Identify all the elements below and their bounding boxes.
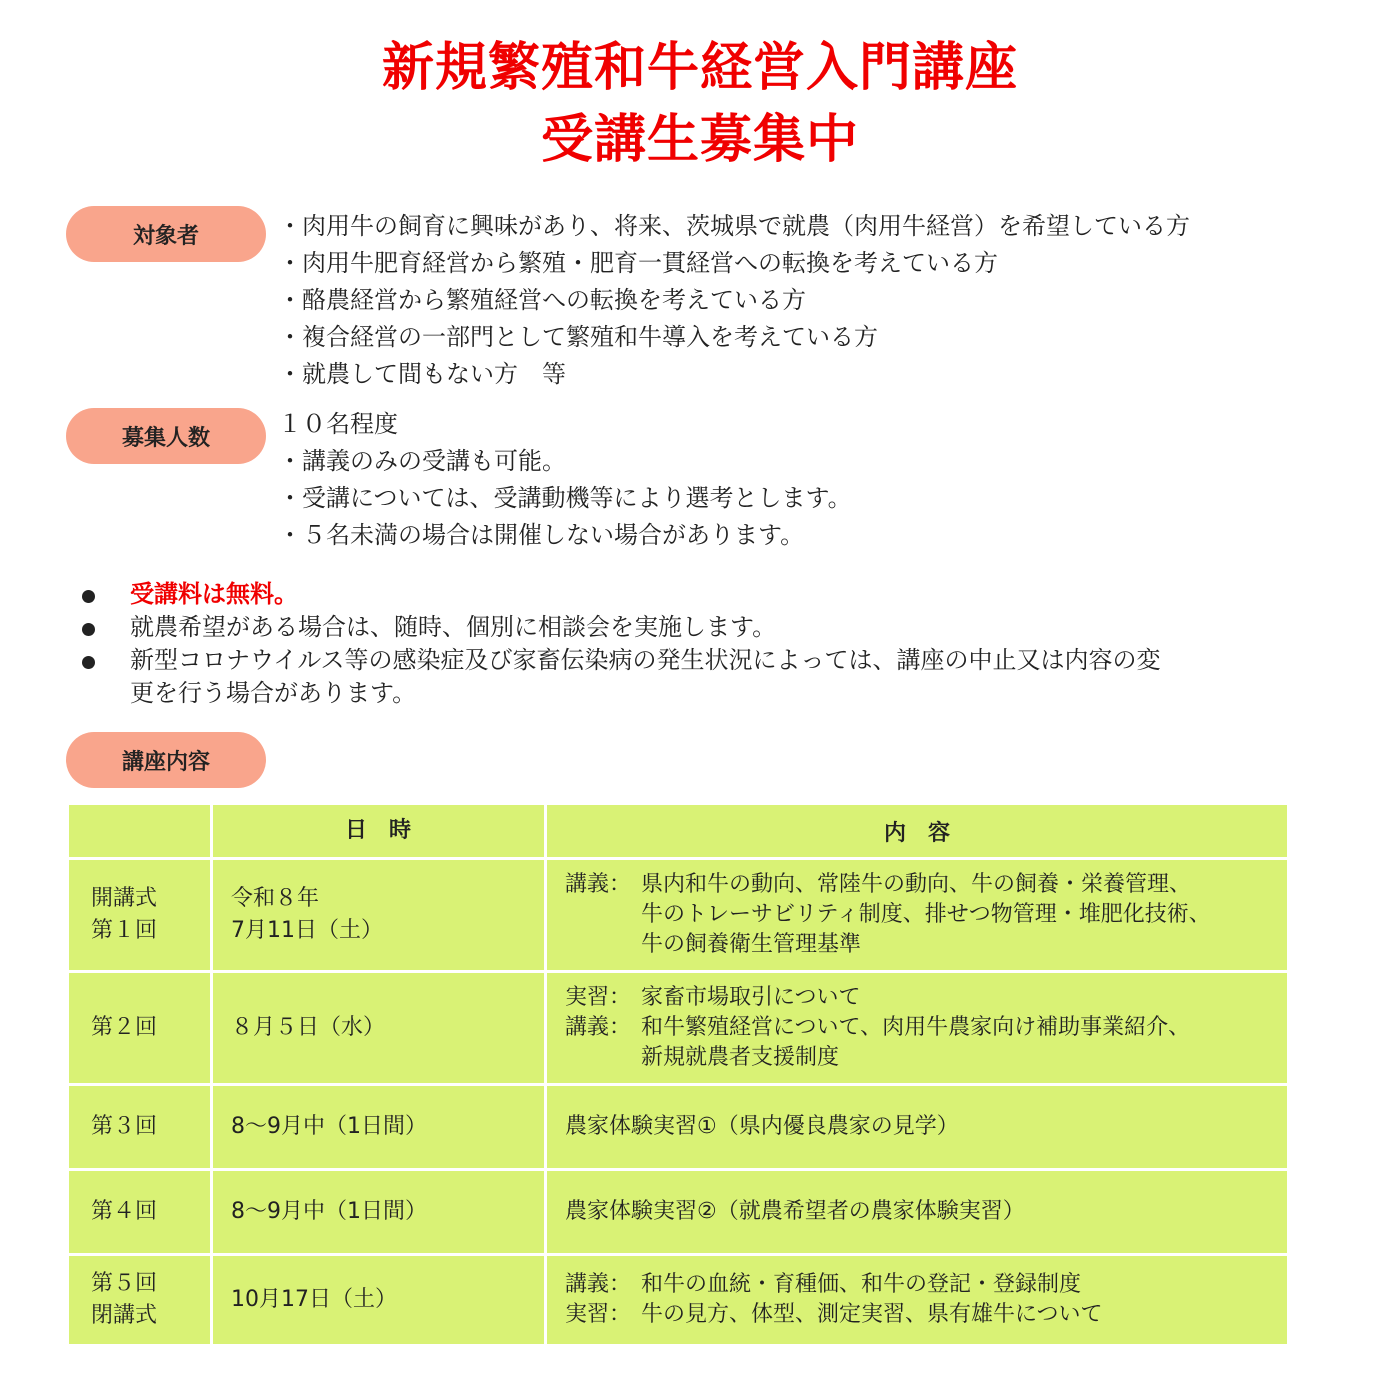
round-label: 閉講式	[91, 1303, 158, 1328]
bullet-icon	[82, 623, 95, 636]
content-cell	[547, 860, 1287, 970]
course-label: 講座内容	[66, 732, 266, 788]
consult-text: 就農希望がある場合は、随時、個別に相談会を実施します。	[130, 613, 777, 641]
note-item-covid	[80, 644, 1360, 710]
page-title: 新規繁殖和牛経営入門講座	[381, 38, 1018, 98]
content-type-label: 講義：	[565, 872, 632, 897]
content-text: 牛の見方、体型、測定実習、県有雄牛について	[641, 1302, 1103, 1327]
target-item: ・肉用牛の飼育に興味があり、将来、茨城県で就農（肉用牛経営）を希望している方	[278, 212, 1190, 240]
table-row	[69, 1171, 1287, 1253]
fee-text: 受講料は無料。	[130, 580, 298, 608]
round-cell: 第３回	[69, 1086, 210, 1168]
target-item: ・酪農経営から繁殖経営への転換を考えている方	[278, 286, 806, 314]
capacity-item: ・受講については、受講動機等により選考とします。	[278, 484, 852, 512]
content-cell	[547, 1256, 1287, 1344]
table-row	[69, 973, 1287, 1083]
content-cell	[547, 973, 1287, 1083]
date-cell	[213, 860, 544, 970]
content-type-label: 講義：	[565, 1272, 632, 1297]
content-text: 家畜市場取引について	[641, 985, 861, 1010]
target-list	[278, 208, 1190, 393]
notes-list	[80, 578, 1360, 710]
note-item-consult	[80, 611, 1360, 644]
content-cell: 農家体験実習①（県内優良農家の見学）	[547, 1086, 1287, 1168]
header-date: 日 時	[213, 805, 544, 857]
table-row	[69, 1086, 1287, 1168]
date-cell: 8～9月中（1日間）	[213, 1086, 544, 1168]
content-type-label: 実習：	[565, 1302, 632, 1327]
table-header-row	[69, 805, 1287, 857]
bullet-icon	[82, 656, 95, 669]
date-cell: 10月17日（土）	[213, 1256, 544, 1344]
round-label: 第１回	[91, 918, 158, 943]
target-item: ・肉用牛肥育経営から繁殖・肥育一貫経営への転換を考えている方	[278, 249, 998, 277]
content-text: 牛のトレーサビリティ制度、排せつ物管理・堆肥化技術、	[641, 902, 1211, 927]
capacity-item: ・講義のみの受講も可能。	[278, 447, 566, 475]
table-row	[69, 860, 1287, 970]
date-text: 令和８年	[231, 886, 320, 911]
content-type-label: 実習：	[565, 985, 632, 1010]
covid-text-2: 更を行う場合があります。	[130, 679, 417, 707]
content-text: 和牛繁殖経営について、肉用牛農家向け補助事業紹介、	[641, 1015, 1191, 1040]
note-item-fee	[80, 578, 1360, 611]
content-text: 牛の飼養衛生管理基準	[641, 932, 862, 957]
header-content: 内 容	[547, 805, 1287, 857]
capacity-label: 募集人数	[66, 408, 266, 464]
content-text: 県内和牛の動向、常陸牛の動向、牛の飼養・栄養管理、	[641, 872, 1192, 897]
round-cell	[69, 1256, 210, 1344]
page-subtitle: 受講生募集中	[540, 110, 859, 170]
date-cell: 8～9月中（1日間）	[213, 1171, 544, 1253]
header-round	[69, 805, 210, 857]
target-item: ・就農して間もない方 等	[278, 360, 566, 388]
round-label: 第５回	[91, 1271, 158, 1296]
capacity-list	[278, 406, 852, 554]
content-type-label: 講義：	[565, 1015, 632, 1040]
date-text: 7月11日（土）	[231, 918, 383, 943]
round-label: 開講式	[91, 886, 158, 911]
target-label: 対象者	[66, 206, 266, 262]
target-item: ・複合経営の一部門として繁殖和牛導入を考えている方	[278, 323, 878, 351]
date-cell: ８月５日（水）	[213, 973, 544, 1083]
bullet-icon	[82, 590, 95, 603]
content-text: 和牛の血統・育種価、和牛の登記・登録制度	[641, 1272, 1082, 1297]
table-row	[69, 1256, 1287, 1344]
content-text: 新規就農者支援制度	[641, 1045, 840, 1070]
capacity-item: ・５名未満の場合は開催しない場合があります。	[278, 521, 805, 549]
round-cell	[69, 860, 210, 970]
round-cell: 第４回	[69, 1171, 210, 1253]
content-cell: 農家体験実習②（就農希望者の農家体験実習）	[547, 1171, 1287, 1253]
round-cell: 第２回	[69, 973, 210, 1083]
covid-text-1: 新型コロナウイルス等の感染症及び家畜伝染病の発生状況によっては、講座の中止又は内容の変	[130, 646, 1161, 674]
capacity-item: １０名程度	[278, 410, 398, 438]
course-table	[66, 802, 1290, 1347]
